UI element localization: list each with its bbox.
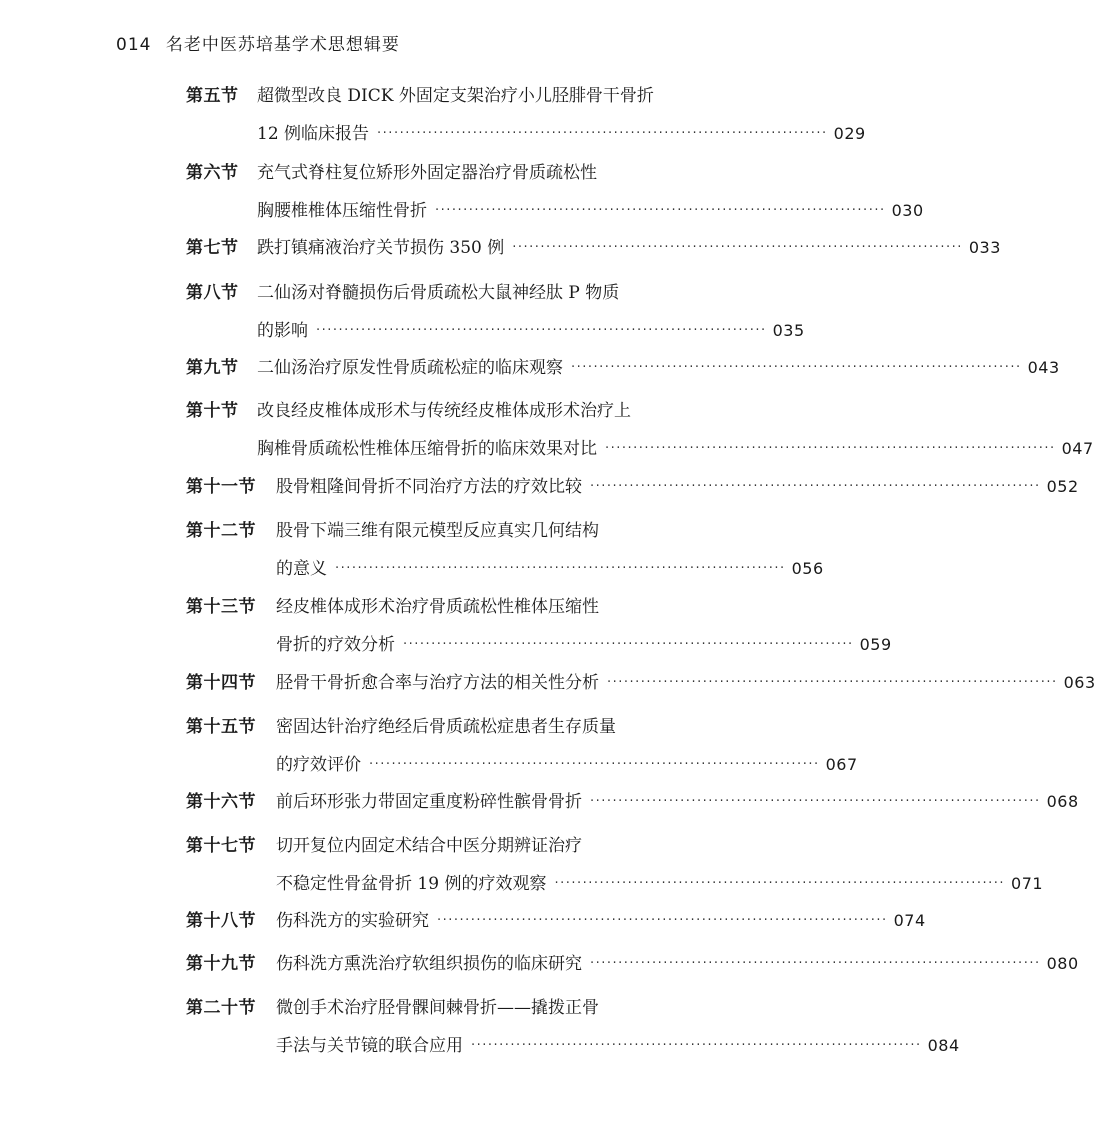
section-number: 第十三节: [186, 597, 256, 617]
page-number: 059: [859, 635, 892, 654]
header-page-number: 014: [116, 35, 152, 55]
entry-title-line2: [276, 670, 1096, 696]
dot-leader: ················································································: [435, 203, 886, 218]
dot-leader: ················································································: [571, 360, 1022, 375]
page-number: 071: [1011, 874, 1044, 893]
entry-title-text: 胫骨干骨折愈合率与治疗方法的相关性分析: [276, 673, 599, 693]
section-number: 第十二节: [186, 521, 256, 541]
entry-title-text: 股骨粗隆间骨折不同治疗方法的疗效比较: [276, 477, 582, 497]
entry-title-text: 手法与关节镜的联合应用: [276, 1036, 463, 1056]
section-number: 第九节: [186, 358, 239, 378]
entry-title-text: 伤科洗方的实验研究: [276, 911, 429, 931]
entry-title-line1: 经皮椎体成形术治疗骨质疏松性椎体压缩性: [276, 597, 599, 617]
dot-leader: ················································································: [512, 240, 963, 255]
entry-title-line2: [257, 198, 924, 224]
dot-leader: ················································································: [316, 323, 767, 338]
entry-title-line1: 二仙汤对脊髓损伤后骨质疏松大鼠神经肽 P 物质: [257, 283, 620, 303]
entry-title-line2: [276, 789, 1079, 815]
entry-title-line1: 密固达针治疗绝经后骨质疏松症患者生存质量: [276, 717, 616, 737]
page-number: 052: [1046, 477, 1079, 496]
section-number: 第十四节: [186, 673, 256, 693]
entry-title-line1: 超微型改良 DICK 外固定支架治疗小儿胫腓骨干骨折: [257, 86, 654, 106]
dot-leader: ················································································: [471, 1038, 922, 1053]
entry-title-line2: [257, 436, 1094, 462]
entry-title-text: 不稳定性骨盆骨折 19 例的疗效观察: [276, 874, 547, 894]
section-number: 第十七节: [186, 836, 256, 856]
entry-title-text: 二仙汤治疗原发性骨质疏松症的临床观察: [257, 358, 563, 378]
dot-leader: ················································································: [335, 561, 786, 576]
dot-leader: ················································································: [590, 794, 1041, 809]
page-number: 029: [833, 124, 866, 143]
page-number: 056: [791, 559, 824, 578]
section-number: 第六节: [186, 163, 239, 183]
entry-title-text: 胸腰椎椎体压缩性骨折: [257, 201, 427, 221]
section-number: 第八节: [186, 283, 239, 303]
dot-leader: ················································································: [377, 126, 828, 141]
entry-title-line2: [257, 121, 866, 147]
section-number: 第十节: [186, 401, 239, 421]
page-number: 080: [1046, 954, 1079, 973]
header-book-title: 名老中医苏培基学术思想辑要: [165, 35, 400, 55]
entry-title-line1: 改良经皮椎体成形术与传统经皮椎体成形术治疗上: [257, 401, 631, 421]
entry-title-line2: [276, 632, 892, 658]
entry-title-text: 胸椎骨质疏松性椎体压缩骨折的临床效果对比: [257, 439, 597, 459]
entry-title-text: 跌打镇痛液治疗关节损伤 350 例: [257, 238, 505, 258]
entry-title-line1: 股骨下端三维有限元模型反应真实几何结构: [276, 521, 599, 541]
section-number: 第十八节: [186, 911, 256, 931]
entry-title-line2: [276, 474, 1079, 500]
section-number: 第十五节: [186, 717, 256, 737]
page-number: 068: [1046, 792, 1079, 811]
entry-title-line2: [257, 355, 1060, 381]
dot-leader: ················································································: [605, 441, 1056, 456]
dot-leader: ················································································: [590, 479, 1041, 494]
entry-title-line2: [276, 871, 1044, 897]
page-number: 063: [1063, 673, 1096, 692]
page-number: 035: [772, 321, 805, 340]
section-number: 第十九节: [186, 954, 256, 974]
entry-title-line2: [276, 1033, 960, 1059]
entry-title-line2: [257, 235, 1001, 261]
section-number: 第二十节: [186, 998, 256, 1018]
entry-title-text: 的意义: [276, 559, 327, 579]
section-number: 第十六节: [186, 792, 256, 812]
page-number: 030: [891, 201, 924, 220]
section-number: 第十一节: [186, 477, 256, 497]
entry-title-line2: [257, 318, 805, 344]
page-number: 084: [927, 1036, 960, 1055]
dot-leader: ················································································: [607, 675, 1058, 690]
entry-title-text: 前后环形张力带固定重度粉碎性髌骨骨折: [276, 792, 582, 812]
entry-title-text: 骨折的疗效分析: [276, 635, 395, 655]
dot-leader: ················································································: [437, 913, 888, 928]
entry-title-text: 伤科洗方熏洗治疗软组织损伤的临床研究: [276, 954, 582, 974]
page-number: 043: [1027, 358, 1060, 377]
dot-leader: ················································································: [554, 876, 1006, 891]
page-number: 067: [825, 755, 858, 774]
entry-title-line1: 切开复位内固定术结合中医分期辨证治疗: [276, 836, 582, 856]
entry-title-line1: 充气式脊柱复位矫形外固定器治疗骨质疏松性: [257, 163, 597, 183]
entry-title-text: 12 例临床报告: [257, 124, 370, 144]
page-number: 074: [893, 911, 926, 930]
dot-leader: ················································································: [369, 757, 820, 772]
entry-title-line1: 微创手术治疗胫骨髁间棘骨折——撬拨正骨: [276, 998, 599, 1018]
entry-title-line2: [276, 752, 858, 778]
entry-title-text: 的疗效评价: [276, 755, 361, 775]
section-number: 第七节: [186, 238, 239, 258]
entry-title-line2: [276, 556, 824, 582]
page-number: 033: [968, 238, 1001, 257]
dot-leader: ················································································: [403, 637, 854, 652]
section-number: 第五节: [186, 86, 239, 106]
entry-title-line2: [276, 951, 1079, 977]
dot-leader: ················································································: [590, 956, 1041, 971]
page-number: 047: [1061, 439, 1094, 458]
entry-title-text: 的影响: [257, 321, 308, 341]
entry-title-line2: [276, 908, 926, 934]
